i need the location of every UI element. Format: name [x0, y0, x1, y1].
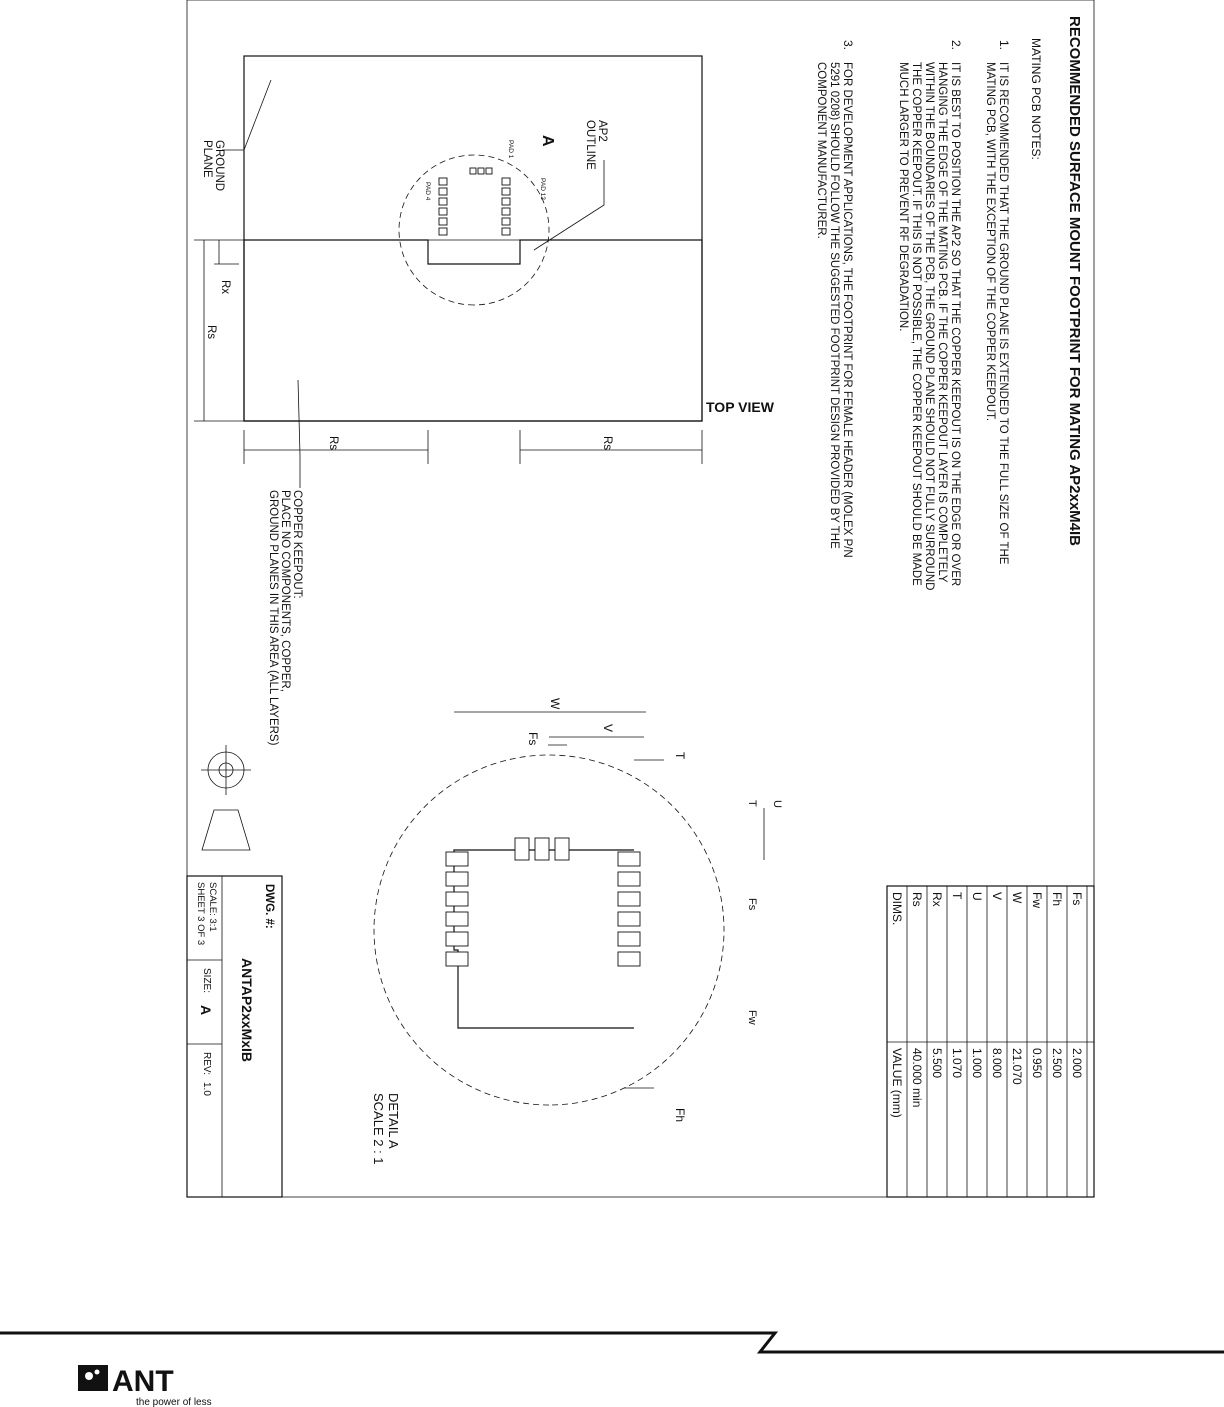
footer-rule — [0, 1333, 1224, 1352]
keepout-label-2: PLACE NO COMPONENTS, COPPER, — [279, 490, 291, 692]
pad — [618, 852, 640, 866]
note-3-num: 3. — [841, 40, 855, 51]
pad-1-label: PAD 1 — [507, 140, 514, 159]
ant-logo-dot-icon — [85, 1372, 93, 1380]
ant-logo — [78, 1365, 174, 1398]
note-2-line-2: HANGING THE EDGE OF THE MATING PCB. IF THE COPPER KEEPOUT LAYER IS COMPLETELY — [936, 62, 948, 583]
detail-pads — [446, 838, 640, 966]
note-3-line-2: 5291 0208) SHOULD FOLLOW THE SUGGESTED FOOTPRINT DESIGN PROVIDED BY THE — [828, 62, 840, 549]
pad — [439, 178, 447, 185]
detail-a-view — [371, 698, 783, 1165]
pad — [470, 168, 476, 174]
ant-logo-dot-icon — [95, 1370, 100, 1375]
note-1-line-1: IT IS RECOMMENDED THAT THE GROUND PLANE IS EXTENDED TO THE FULL SIZE OF THE — [997, 62, 1009, 565]
note-2-num: 2. — [949, 40, 963, 51]
tagline: the power of less — [136, 1397, 212, 1407]
pad — [618, 952, 640, 966]
dim-rs-bottom-1: Rs — [601, 436, 613, 451]
dims-table-cell-value: 40.000 min — [910, 1048, 924, 1108]
dims-table-row — [990, 886, 1007, 1197]
dwg-label: DWG. #: — [263, 884, 275, 929]
note-2-line-4: THE COPPER KEEPOUT. IF THIS IS NOT POSSIBLE, THE COPPER KEEPOUT SHOULD BE MADE — [910, 62, 922, 586]
detail-a-letter: A — [539, 135, 556, 147]
note-1-num: 1. — [997, 40, 1011, 51]
dims-table-cell-value: 2.500 — [1050, 1048, 1064, 1079]
dims-table-header — [890, 886, 907, 1197]
dims-table-cell-value: 1.070 — [950, 1048, 964, 1079]
dims-table-row — [910, 886, 927, 1197]
dim-fh-label: Fh — [673, 1108, 687, 1123]
pad — [486, 168, 492, 174]
drawing-title: RECOMMENDED SURFACE MOUNT FOOTPRINT FOR MATING AP2xxM4IB — [1066, 16, 1083, 547]
keepout-label-3: GROUND PLANES IN THIS AREA (ALL LAYERS) — [267, 490, 279, 746]
keepout-label-1: COPPER KEEPOUT: — [291, 490, 303, 599]
ground-plane-label-1: GROUND — [213, 140, 225, 192]
pad — [446, 932, 468, 946]
note-2-line-3: WITHIN THE BOUNDARIES OF THE PCB, THE GROUND PLANE SHOULD NOT FULLY SURROUND — [923, 62, 935, 591]
pad-4-label: PAD 4 — [424, 182, 431, 201]
dims-table-cell-name: T — [950, 892, 964, 900]
pad — [446, 852, 468, 866]
pad-12-label: PAD 12 — [539, 178, 546, 200]
dims-table-row — [1010, 886, 1027, 1197]
dims-table-cell-value: 0.950 — [1030, 1048, 1044, 1079]
scale-label: SCALE: 3:1 — [207, 882, 218, 932]
dims-table-row — [930, 886, 947, 1197]
detail-a-circle-large — [374, 755, 724, 1105]
notes-heading: MATING PCB NOTES: — [1029, 38, 1043, 160]
dims-table-cell-name: Fh — [1050, 892, 1064, 907]
pad — [502, 198, 510, 205]
top-view-pads — [439, 168, 510, 235]
detail-label-2: SCALE 2 : 1 — [371, 1093, 386, 1165]
dims-table-cell-value: 21.070 — [1010, 1048, 1024, 1085]
copper-keepout-area — [244, 240, 702, 421]
projection-symbol-icon — [201, 745, 251, 850]
ground-plane-leader — [222, 80, 271, 150]
dim-t2-label: T — [746, 800, 758, 807]
dwg-number: ANTAP2xxMxIB — [239, 958, 255, 1062]
ant-logo-mark — [78, 1365, 108, 1391]
pad — [446, 892, 468, 906]
keepout-leader — [298, 380, 300, 488]
dims-table-row — [1070, 886, 1087, 1197]
rotated-drawing — [187, 16, 1094, 1197]
size-value: A — [198, 1005, 214, 1016]
pad — [618, 892, 640, 906]
dims-table-cell-name: Fw — [1030, 892, 1044, 908]
ap2-outline-leader — [534, 160, 604, 250]
sheet-label: SHEET 3 OF 3 — [195, 882, 206, 946]
pad — [439, 218, 447, 225]
ap2-outline-label-2: OUTLINE — [584, 120, 596, 170]
note-2-line-5: MUCH LARGER TO PREVENT RF DEGRADATION. — [897, 62, 909, 332]
pcb-outline — [244, 56, 702, 421]
ground-plane-label-2: PLANE — [201, 140, 213, 178]
ant-logo-text: ANT — [112, 1365, 174, 1398]
dims-table-cell-name: Rx — [930, 892, 944, 907]
pad — [446, 912, 468, 926]
rev-value: 1.0 — [201, 1082, 212, 1096]
dim-rs-bottom-2: Rs — [327, 436, 339, 451]
pad — [446, 872, 468, 886]
pad — [478, 168, 484, 174]
detail-module-outline — [454, 850, 634, 1028]
dims-table-cell-value: 8.000 — [990, 1048, 1004, 1079]
dim-t-label: T — [673, 752, 687, 760]
dims-table-cell-value: 1.000 — [970, 1048, 984, 1079]
pad — [439, 208, 447, 215]
note-3-line-1: FOR DEVELOPMENT APPLICATIONS, THE FOOTPRINT FOR FEMALE HEADER (MOLEX P/N — [841, 62, 853, 558]
detail-a-circle — [399, 155, 549, 305]
footer — [0, 1333, 1224, 1407]
notes-list — [815, 40, 1011, 590]
pad — [502, 188, 510, 195]
pad — [502, 218, 510, 225]
size-label: SIZE: — [201, 968, 212, 994]
dim-rx-label: Rx — [219, 280, 231, 295]
pad — [439, 198, 447, 205]
dims-table-cell-name: DIMS. — [890, 892, 904, 926]
dims-table-row — [1050, 886, 1067, 1197]
dims-table-row — [1030, 886, 1047, 1197]
note-3-line-3: COMPONENT MANUFACTURER. — [815, 62, 827, 239]
ap2-outline-label-1: AP2 — [596, 120, 608, 142]
pad — [439, 188, 447, 195]
dims-table — [887, 886, 1094, 1197]
top-view-label: TOP VIEW — [706, 399, 774, 415]
pad — [618, 912, 640, 926]
pad — [618, 872, 640, 886]
dims-table-cell-name: U — [970, 892, 984, 901]
dim-u-label: U — [771, 800, 783, 808]
dim-fs2-label: Fs — [746, 898, 758, 911]
pad — [502, 208, 510, 215]
dim-fw-label: Fw — [746, 1010, 758, 1025]
dims-table-cell-name: Fs — [1070, 892, 1084, 906]
pad — [502, 228, 510, 235]
pad — [618, 932, 640, 946]
dim-v-label: V — [601, 724, 615, 733]
title-block — [187, 876, 282, 1197]
note-2-line-1: IT IS BEST TO POSITION THE AP2 SO THAT THE COPPER KEEPOUT IS ON THE EDGE OR OVER — [949, 62, 961, 587]
dims-table-cell-value: 2.000 — [1070, 1048, 1084, 1079]
dim-w-label: W — [548, 698, 562, 710]
rev-label: REV: — [201, 1052, 212, 1075]
pad — [439, 228, 447, 235]
dims-table-cell-name: W — [1010, 892, 1024, 904]
dim-rs-label: Rs — [205, 325, 217, 340]
top-view — [194, 56, 775, 746]
dims-table-cell-name: Rs — [910, 892, 924, 907]
pad — [535, 838, 549, 860]
dims-table-row — [950, 886, 967, 1197]
detail-label-1: DETAIL A — [386, 1093, 401, 1149]
dim-fs-label: Fs — [526, 732, 540, 746]
dims-table-frame — [887, 886, 1094, 1197]
dims-table-cell-value: VALUE (mm) — [890, 1048, 904, 1118]
pad — [446, 952, 468, 966]
pad — [515, 838, 529, 860]
pad — [555, 838, 569, 860]
pad — [502, 178, 510, 185]
dims-table-cell-name: V — [990, 892, 1004, 901]
dims-table-row — [970, 886, 987, 1197]
note-1-line-2: MATING PCB, WITH THE EXCEPTION OF THE COPPER KEEPOUT. — [984, 62, 996, 422]
dims-table-cell-value: 5.500 — [930, 1048, 944, 1079]
